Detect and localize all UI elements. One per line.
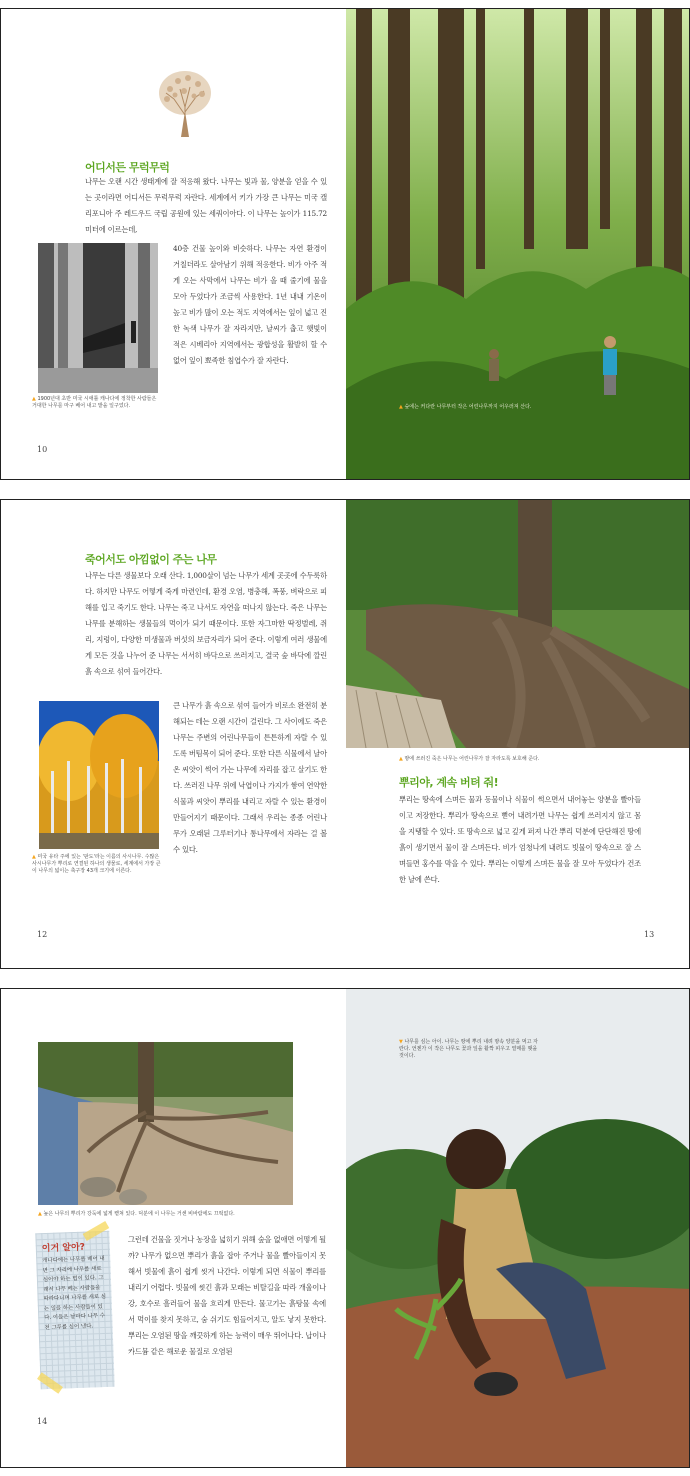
caption-marker-icon: ▲ [32,854,36,860]
did-you-know-note [35,1231,114,1389]
girl-planting-photo [346,989,690,1468]
page-number-left: 12 [37,930,48,939]
section-heading-left: 죽어서도 아낌없이 주는 나무 [85,553,217,566]
body-text-right: 뿌리는 땅속에 스며든 물과 동물이나 식물이 썩으면서 내어놓는 양분을 빨아들이고 저장한다. 뿌리가 땅속으로 뻗어 내려가면 나무는 쉽게 쓰러지지 않고 몸을 지탱할 수 있다. 또 땅속으로 넓고 깊게 퍼져 나간 뿌리 덕분에 단단해진 땅에 흙이 생기면서 물이 잘 스며든다. 비가 엄청나게 내려도 빗물이 땅속으로 잘 스며들면 홍수를 막을 수 있다. 뿌리는 이렇게 스며든 물을 잘 모아 두었다가 건조한 날에 쓴다. [399,795,641,884]
section-heading: 어디서든 무럭무럭 [85,161,170,174]
caption-marker-icon: ▲ [399,756,403,762]
page-number: 10 [37,445,48,454]
body-text-top: 나무는 오랜 시간 생태계에 잘 적응해 왔다. 나무는 빛과 물, 양분을 얻을 수 있는 곳이라면 어디서든 무럭무럭 자란다. 세계에서 키가 가장 큰 나무는 미국 캘리포니아 주 레드우드 국립 공원에 있는 세쿼이아다. 이 나무는 높이가 115.72미터에 이르는데, [85,177,327,234]
logging-photo-caption: ▲ 1900년대 초반 미국 시애틀 캐나다에 정착한 사람들은 거대한 나무를 마구 베어 내고 밭을 일구었다. [32,396,157,409]
body-text-top: 나무는 다른 생물보다 오래 산다. 1,000살이 넘는 나무가 세계 곳곳에 수두룩하다. 하지만 나무도 어떻게 죽게 마련인데, 환경 오염, 병충해, 폭풍, 벼락으로 피해를 입고 죽기도 한다. 나무는 죽고 나서도 자연을 떠나지 않는다. 죽은 나무는 나무를 분해하는 생물들의 먹이가 되기 때문이다. 또한 자그마한 딱정벌레, 쥐리, 지렁이, 다양한 미생물과 버섯의 보금자리가 되어 준다. 이렇게 여러 생물에게 모든 것을 나누어 준 나무는 서서히 바닥으로 쓰러지고, 결국 숲 바닥에 깔린 흙 속으로 섞여 들어간다. [85,571,327,676]
caption-marker-icon: ▲ [399,404,403,410]
caption-marker-icon: ▼ [399,1039,403,1045]
logging-photo [38,243,158,393]
fallen-log-caption: ▲ 땅에 쓰러진 죽은 나무는 어린나무가 잘 자라도록 보호해 준다. [399,756,540,762]
fallen-log-photo [346,500,690,748]
roots-photo [38,1042,293,1205]
body-text-side: 큰 나무가 흙 속으로 섞여 들어가 비로소 완전히 분해되는 데는 오랜 시간이 걸린다. 그 사이에도 죽은 나무는 주변의 어린나무들이 튼튼하게 자랄 수 있도록 버팀목이 되어 준다. 또한 다른 식물에서 날아온 씨앗이 썩어 가는 나무에 자리를 잡고 살기도 한다. 쓰러진 나무 위에 낙엽이나 가지가 쌓여 연약한 식물과 씨앗이 뿌리를 내리고 자랄 수 있는 환경이 만들어지기 때문이다. 그래서 우리는 종종 어린나무가 오래된 그루터기나 통나무에서 자라는 걸 볼 수 있다. [173,701,327,854]
spread-pages-12-13 [0,499,690,969]
section-heading-right: 뿌리야, 계속 버텨 줘! [399,776,499,789]
spread-pages-10-11 [0,8,690,480]
aspen-photo [39,701,159,849]
body-text: 그런데 건물을 짓거나 농장을 넓히기 위해 숲을 없애면 어떻게 될까? 나무가 없으면 뿌리가 흙을 잡아 주거나 물을 빨아들이지 못해서 빗물에 흙이 쉽게 씻겨 나간다. 이렇게 되면 식물이 뿌리를 내리기 어렵다. 빗물에 씻긴 흙과 모래는 비탈길을 따라 개울이나 강, 호수로 흘러들어 물을 흐리게 만든다. 물고기는 흙탕물 속에서 먹이를 찾지 못하고, 숨 쉬기도 힘들어지고, 알도 낳지 못한다. 뿌리는 오염된 땅을 깨끗하게 하는 능력이 매우 뛰어나다. 납이나 카드뮴 같은 해로운 물질로 오염된 [128,1235,326,1356]
forest-photo-caption: ▲ 숲에는 커다란 나무부터 작은 어린나무까지 어우러져 산다. [399,404,532,410]
spread-pages-14-15 [0,988,690,1468]
girl-photo-caption: ▼ 나무를 심는 아이. 나무는 땅에 뿌리 내려 땅속 양분을 먹고 자란다. 언젠가 이 작은 나무도 꽃과 잎을 활짝 피우고 열매를 맺을 것이다. [399,1039,538,1059]
page-number: 14 [37,1417,48,1426]
roots-photo-caption: ▲ 높은 나무의 뿌리가 강둑에 넓게 뻗쳐 있다. 덕분에 이 나무는 거센 비바람에도 끄떡없다. [38,1211,235,1217]
body-text-side: 40층 건물 높이와 비슷하다. 나무는 자연 환경이 거칠더라도 살아남기 위해 적응한다. 비가 아주 적게 오는 사막에서 나무는 비가 올 때 줄기에 물을 모아 두었다가 조금씩 사용한다. 1년 내내 기온이 높고 비가 많이 오는 적도 지역에서는 잎이 넓고 진한 녹색 나무가 잘 자라지만, 날씨가 춥고 햇빛이 적은 시베리아 지역에서는 광합성을 활발히 할 수 없어 잎이 뾰족한 침엽수가 잘 자란다. [173,244,327,365]
caption-marker-icon: ▲ [38,1211,42,1217]
page-number-right: 13 [644,930,655,939]
note-body: 캐나다에는 나무를 베어 내면 그 자리에 나무를 새로 심어야 하는 법이 있다. 그래서 나무 베는 사람들을 따라다니며 나무를 새로 심는 일을 하는 사람들이 있다. 이들은 날마다 나무 수천 그루를 심어 낸다. [42,1255,107,1331]
note-title: 이거 알아? [41,1242,86,1255]
tree-logo-icon [156,67,214,142]
aspen-photo-caption: ▲ 미국 유타 주에 있는 '판도'라는 이름의 사시나무. 수많은 사시나무가 뿌리로 연결된 하나의 생물로, 세계에서 가장 큰 이 나무의 넓이는 축구장 43개 크기에 이른다. [32,854,161,874]
caption-marker-icon: ▲ [32,396,36,402]
